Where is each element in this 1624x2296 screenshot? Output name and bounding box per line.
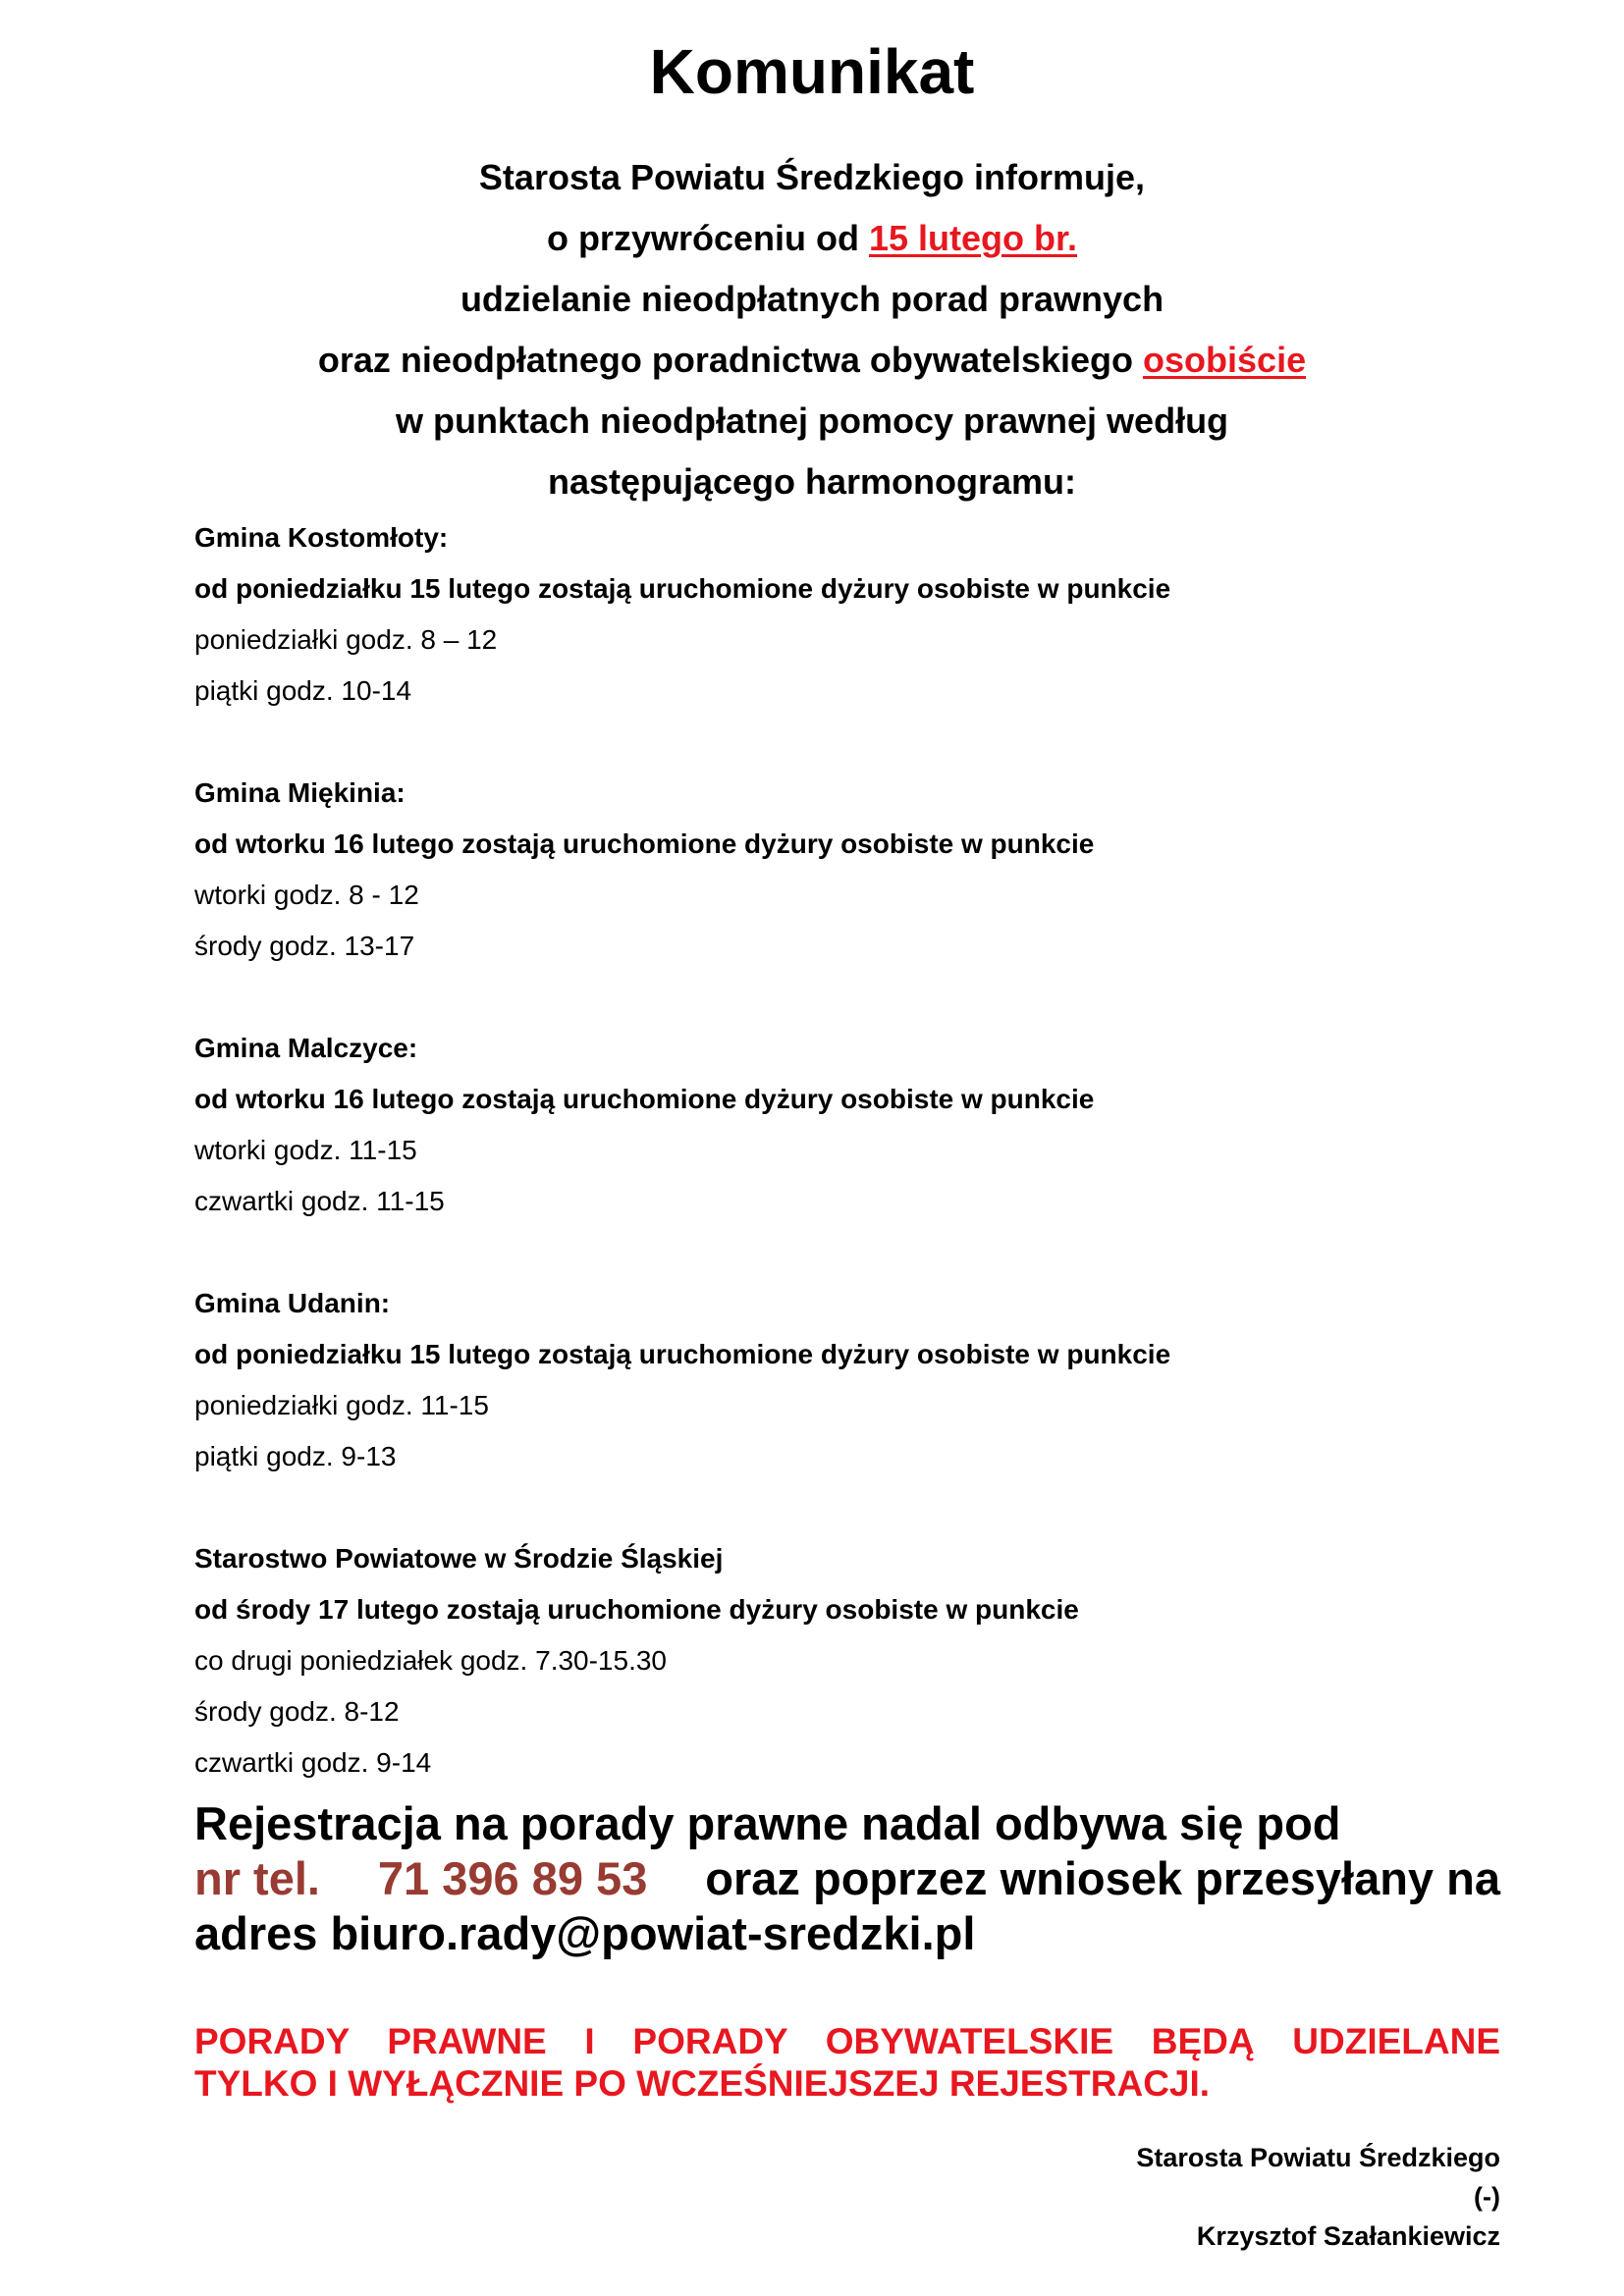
registration-line-1: Rejestracja na porady prawne nadal odbywa się pod (194, 1797, 1341, 1849)
intro-line-1: Starosta Powiatu Średzkiego informuje, (478, 157, 1146, 197)
signature-name: Krzysztof Szałankiewicz (1196, 2221, 1500, 2251)
schedule-section-starostwo (194, 1533, 1510, 1789)
registration-warning (194, 2020, 1500, 2105)
intro-line-2 (0, 208, 1624, 269)
intro-line-4-text: oraz nieodpłatnego poradnictwa obywatelskiego (317, 340, 1144, 380)
section-heading: Gmina Udanin: (194, 1288, 391, 1318)
section-hours: poniedziałki godz. 11-15 (194, 1390, 489, 1420)
registration-line-2-text: oraz poprzez wniosek przesyłany na (705, 1852, 1500, 1904)
document-title: Komunikat (649, 36, 975, 107)
phone-prefix: nr tel. (194, 1852, 320, 1904)
section-hours: piątki godz. 10-14 (194, 675, 412, 706)
schedule-list (194, 512, 1510, 1789)
section-hours: poniedziałki godz. 8 – 12 (194, 624, 498, 655)
section-start-info: od wtorku 16 lutego zostają uruchomione dyżury osobiste w punkcie (194, 1084, 1095, 1114)
schedule-section-miekinia (194, 768, 1510, 972)
section-hours: piątki godz. 9-13 (194, 1441, 397, 1471)
signature-mark: (-) (1474, 2182, 1500, 2212)
signature-role: Starosta Powiatu Średzkiego (1136, 2143, 1500, 2172)
section-start-info: od poniedziałku 15 lutego zostają uruchomione dyżury osobiste w punkcie (194, 573, 1171, 604)
section-hours: co drugi poniedziałek godz. 7.30-15.30 (194, 1645, 668, 1676)
section-start-info: od wtorku 16 lutego zostają uruchomione dyżury osobiste w punkcie (194, 828, 1095, 859)
section-start-info: od poniedziałku 15 lutego zostają uruchomione dyżury osobiste w punkcie (194, 1339, 1171, 1369)
section-hours: środy godz. 8-12 (194, 1696, 400, 1727)
section-hours: czwartki godz. 9-14 (194, 1747, 432, 1778)
intro-line-5: w punktach nieodpłatnej pomocy prawnej według (395, 400, 1229, 441)
warning-line-1-text: PORADY PRAWNE I PORADY OBYWATELSKIE BĘDĄ UDZIELANE (194, 2021, 1500, 2061)
schedule-section-udanin (194, 1278, 1510, 1482)
section-hours: wtorki godz. 8 - 12 (194, 880, 419, 910)
section-hours: środy godz. 13-17 (194, 931, 415, 961)
section-hours: czwartki godz. 11-15 (194, 1186, 445, 1216)
section-start-info: od środy 17 lutego zostają uruchomione dyżury osobiste w punkcie (194, 1594, 1079, 1625)
warning-line-2: TYLKO I WYŁĄCZNIE PO WCZEŚNIEJSZEJ REJESTRACJI. (194, 2063, 1211, 2104)
intro-line-6: następującego harmonogramu: (547, 461, 1077, 502)
registration-info (194, 1796, 1500, 1961)
phone-number: 71 396 89 53 (377, 1852, 648, 1904)
section-hours: wtorki godz. 11-15 (194, 1135, 417, 1165)
section-heading: Gmina Miękinia: (194, 777, 406, 808)
intro-line-3: udzielanie nieodpłatnych porad prawnych (460, 279, 1164, 319)
warning-line-1 (194, 2020, 1500, 2062)
section-heading: Gmina Malczyce: (194, 1033, 418, 1063)
signature-block (1136, 2138, 1500, 2256)
section-heading: Starostwo Powiatowe w Środzie Śląskiej (194, 1543, 724, 1574)
intro-line-4 (0, 330, 1624, 391)
mode-highlight: osobiście (1143, 340, 1307, 380)
intro-block (0, 147, 1624, 512)
schedule-section-kostomloty (194, 512, 1510, 717)
section-heading: Gmina Kostomłoty: (194, 522, 449, 553)
start-date-highlight: 15 lutego br. (868, 218, 1078, 258)
intro-line-2-text: o przywróceniu od (546, 218, 869, 258)
registration-line-2 (194, 1851, 1500, 1906)
registration-email-line: adres biuro.rady@powiat-sredzki.pl (194, 1907, 976, 1959)
schedule-section-malczyce (194, 1023, 1510, 1227)
